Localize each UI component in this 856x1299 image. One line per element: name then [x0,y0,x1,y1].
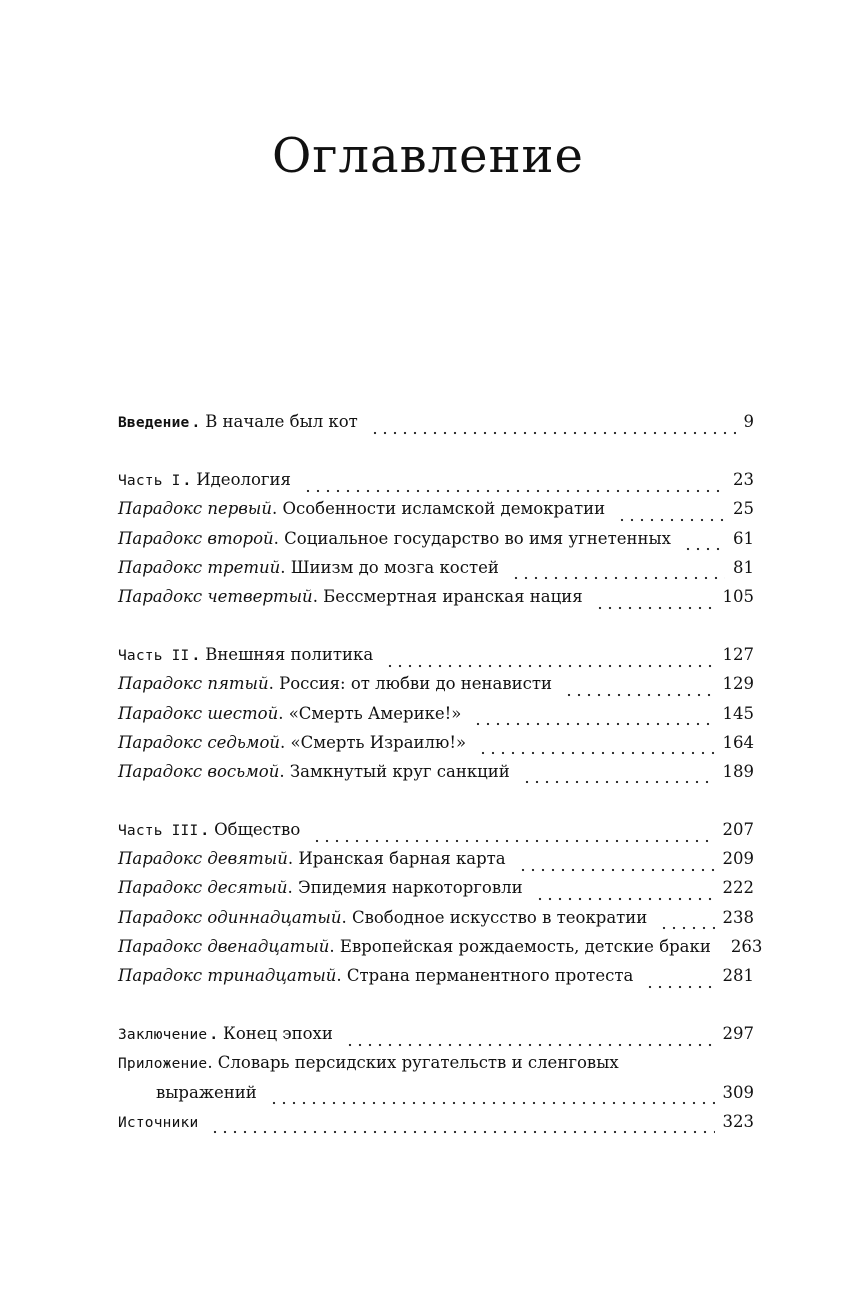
toc-entry-paradox-7[interactable] [118,733,754,762]
toc-entry-intro[interactable] [118,412,754,441]
entry-label: Введение [118,415,190,431]
entry-prefix: Парадокс одиннадцатый [118,907,342,927]
dot-leader [522,780,715,784]
entry-prefix: Парадокс девятый [118,849,288,869]
page-number: 222 [722,878,754,898]
entry-prefix: Парадокс пятый [118,674,269,694]
dot-leader [595,606,715,610]
page-number: 23 [733,470,754,490]
dot-leader [312,839,714,843]
toc-entry-paradox-5[interactable] [118,674,754,703]
entry-label: Часть II [118,648,190,665]
entry-prefix: Парадокс второй [118,528,274,548]
dot-leader [210,1130,714,1134]
page-number: 263 [730,936,763,956]
toc-entry-paradox-12[interactable] [118,936,763,966]
entry-prefix: Парадокс первый [118,499,272,519]
dot-leader [511,576,725,580]
entry-separator: . [191,648,201,665]
toc-entry-appendix-continued[interactable] [118,1083,754,1112]
entry-separator: . [209,1027,219,1044]
entry-prefix: Парадокс восьмой [118,761,280,781]
page-number: 207 [722,820,754,840]
page-number: 145 [722,703,754,723]
entry-title: . Бессмертная иранская нация [312,586,583,606]
entry-title: . Эпидемия наркоторговли [287,878,523,898]
entry-title: Конец эпохи [223,1024,333,1044]
page-number: 127 [722,645,754,665]
entry-prefix: Парадокс третий [118,557,281,577]
toc-entry-paradox-2[interactable] [118,529,754,558]
dot-leader [659,926,714,930]
entry-prefix: Парадокс шестой [118,703,279,723]
entry-title: . Замкнутый круг санкций [279,761,510,781]
entry-prefix: Парадокс десятый [118,878,288,898]
entry-prefix: Парадокс двенадцатый [118,936,330,956]
entry-title: . Россия: от любви до ненависти [268,674,553,694]
entry-label: Часть III [118,823,199,840]
entry-title: . «Смерть Америке!» [278,703,462,723]
entry-title: . Иранская барная карта [287,849,506,869]
page-number: 189 [722,761,754,781]
entry-title: . Страна перманентного протеста [336,966,634,985]
entry-title: В начале был кот [205,412,358,431]
entry-title: . Шиизм до мозга костей [280,557,499,577]
toc-entry-paradox-3[interactable] [118,558,754,587]
entry-label: Заключение [118,1027,208,1044]
entry-title: . Свободное искусство в теократии [341,907,648,927]
dot-leader [473,722,714,726]
toc-entry-paradox-13[interactable] [118,966,754,995]
page-number: 61 [733,528,754,548]
entry-separator: . [191,415,201,431]
page-number: 25 [733,499,754,519]
entry-separator: . [200,823,210,840]
page-number: 323 [722,1111,754,1131]
entry-label: Источники [118,1114,199,1131]
page-number: 164 [722,732,754,752]
entry-title: . Особенности исламской демократии [271,499,606,519]
page-number: 9 [743,412,754,431]
toc-entry-paradox-9[interactable] [118,849,754,878]
entry-title: . Словарь персидских ругательств и сленговых [207,1053,619,1073]
dot-leader [617,518,725,522]
entry-prefix: Парадокс седьмой [118,732,281,752]
table-of-contents [118,412,763,1141]
toc-entry-conclusion[interactable] [118,1024,754,1053]
entry-title: Общество [214,820,301,840]
dot-leader [683,547,725,551]
page-title: Оглавление [272,128,584,185]
toc-entry-part-2[interactable] [118,645,754,674]
toc-entry-paradox-8[interactable] [118,762,754,791]
entry-separator: . [182,473,192,490]
page-number: 281 [722,966,754,985]
dot-leader [370,431,736,435]
page-number: 309 [722,1082,754,1102]
entry-prefix: Парадокс тринадцатый [118,966,337,985]
entry-title: . Европейская рождаемость, детские браки [329,936,711,956]
dot-leader [269,1101,715,1105]
page-number: 297 [722,1024,754,1044]
toc-entry-part-1[interactable] [118,470,754,499]
page-number: 129 [722,674,754,694]
entry-label: Приложение [118,1056,208,1073]
toc-entry-part-3[interactable] [118,820,754,849]
dot-leader [478,751,714,755]
toc-entry-sources[interactable] [118,1112,754,1141]
entry-title: Внешняя политика [205,645,374,665]
toc-entry-paradox-10[interactable] [118,878,754,907]
page-number: 238 [722,907,754,927]
dot-leader [564,693,714,697]
entry-title-continued: выражений [156,1082,257,1102]
toc-entry-paradox-11[interactable] [118,908,754,937]
toc-entry-paradox-6[interactable] [118,704,754,733]
dot-leader [385,664,714,668]
dot-leader [645,985,714,989]
entry-label: Часть I [118,473,181,490]
entry-title: . «Смерть Израилю!» [280,732,467,752]
page-number: 105 [722,586,754,606]
dot-leader [518,868,715,872]
entry-title: Идеология [196,470,291,490]
toc-entry-paradox-4[interactable] [118,587,754,616]
dot-leader [345,1043,715,1047]
toc-entry-paradox-1[interactable] [118,499,754,528]
entry-title: . Социальное государство во имя угнетенных [273,528,671,548]
dot-leader [535,897,715,901]
dot-leader [303,489,725,493]
toc-entry-appendix[interactable] [118,1053,754,1082]
page-number: 209 [722,849,754,869]
entry-prefix: Парадокс четвертый [118,586,313,606]
page-number: 81 [733,557,754,577]
